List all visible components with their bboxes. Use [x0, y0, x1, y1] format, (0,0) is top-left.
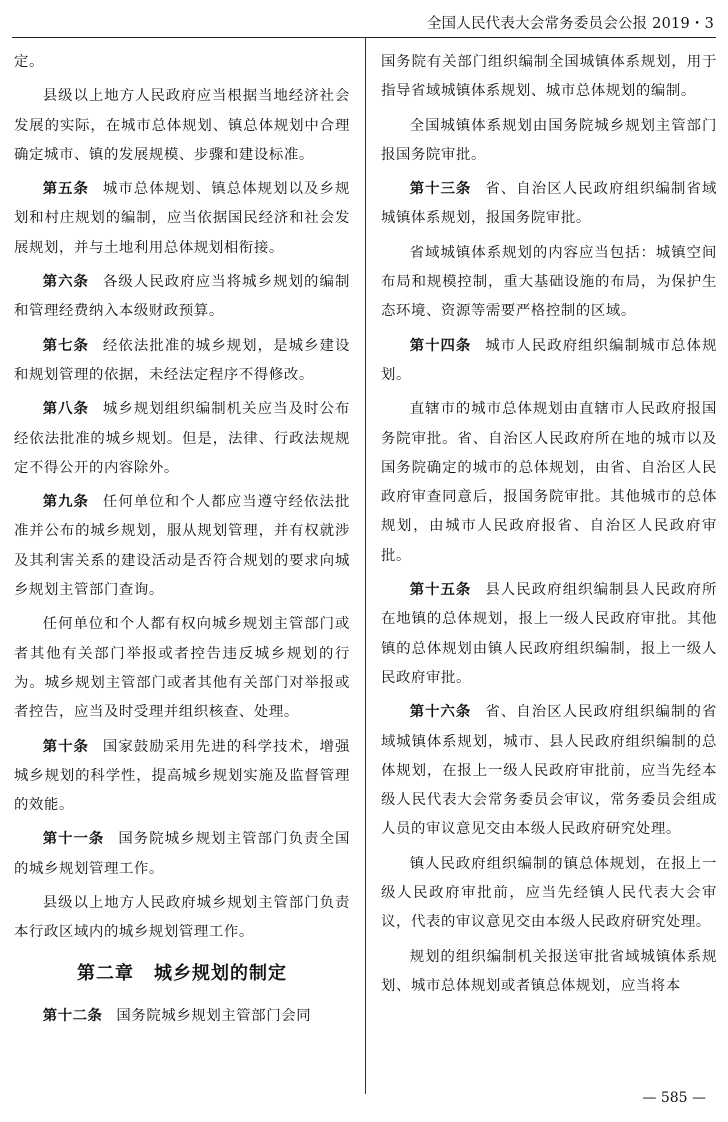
- page-number: — 585 —: [642, 1090, 706, 1106]
- article-paragraph: [381, 576, 717, 693]
- paragraph-text: 国务院城乡规划主管部门负责全国的城乡规划管理工作。: [14, 831, 350, 877]
- paragraph-text: 各级人民政府应当将城乡规划的编制和管理经费纳入本级财政预算。: [14, 274, 350, 320]
- article-paragraph: [14, 395, 350, 483]
- paragraph-text: 经依法批准的城乡规划，是城乡建设和规划管理的依据，未经法定程序不得修改。: [14, 337, 350, 383]
- article-paragraph: [381, 175, 717, 234]
- chapter-number: 第二章: [77, 962, 134, 984]
- chapter-title: 城乡规划的制定: [154, 962, 287, 984]
- article-number: 第七条: [42, 337, 89, 354]
- article-paragraph: [14, 332, 350, 391]
- paragraph-text: 镇人民政府组织编制的镇总体规划，在报上一级人民政府审批前，应当先经镇人民代表大会审议，代表的审议意见交由本级人民政府研究处理。: [381, 855, 717, 931]
- paragraph-text: 县级以上地方人民政府城乡规划主管部门负责本行政区域内的城乡规划管理工作。: [14, 895, 350, 941]
- article-number: 第八条: [42, 401, 89, 418]
- paragraph-text: 规划的组织编制机关报送审批省域城镇体系规划、城市总体规划或者镇总体规划，应当将本: [381, 948, 717, 994]
- left-column: [14, 48, 350, 1036]
- article-paragraph: [14, 268, 350, 327]
- page-header: [0, 0, 728, 37]
- paragraph-text: 国家鼓励采用先进的科学技术，增强城乡规划的科学性，提高城乡规划实施及监督管理的效能。: [14, 738, 350, 814]
- paragraph-text: 省、自治区人民政府组织编制的省域城镇体系规划，城市、县人民政府组织编制的总体规划，在报上一级人民政府审批前，应当先经本级人民代表大会常务委员会审议，常务委员会组成人员的审议意见交由本级人民政府研究处理。: [381, 704, 717, 838]
- body-paragraph: [14, 82, 350, 170]
- paragraph-text: 省域城镇体系规划的内容应当包括：城镇空间布局和规模控制，重大基础设施的布局，为保护生态环境、资源等需要严格控制的区域。: [381, 244, 717, 320]
- article-paragraph: [381, 332, 717, 391]
- article-number: 第六条: [42, 274, 89, 291]
- article-paragraph: [14, 825, 350, 884]
- paragraph-text: 城市总体规划、镇总体规划以及乡规划和村庄规划的编制，应当依据国民经济和社会发展规划，并与土地利用总体规划相衔接。: [14, 181, 350, 256]
- paragraph-text: 任何单位和个人都有权向城乡规划主管部门或者其他有关部门举报或者控告违反城乡规划的行为。城乡规划主管部门或者其他有关部门对举报或者控告，应当及时受理并组织核查、处理。: [14, 616, 350, 721]
- journal-title: 全国人民代表大会常务委员会公报 2019・3: [426, 16, 714, 32]
- header-rule: [12, 37, 716, 38]
- article-number: 第十四条: [409, 337, 472, 354]
- article-number: 第九条: [42, 494, 89, 511]
- paragraph-text: 定。: [14, 54, 44, 70]
- paragraph-text: 城乡规划组织编制机关应当及时公布经依法批准的城乡规划。但是，法律、行政法规规定不得公开的内容除外。: [14, 401, 350, 476]
- right-column: [381, 48, 717, 1006]
- body-paragraph: [381, 395, 717, 571]
- body-paragraph: [14, 889, 350, 948]
- paragraph-text: 省、自治区人民政府组织编制省域城镇体系规划，报国务院审批。: [381, 181, 717, 227]
- article-paragraph: [14, 488, 350, 605]
- article-paragraph: [381, 698, 717, 844]
- body-paragraph: [381, 850, 717, 938]
- article-number: 第十二条: [42, 1007, 103, 1024]
- article-number: 第五条: [42, 181, 89, 198]
- article-number: 第十五条: [409, 582, 472, 599]
- body-paragraph: [14, 610, 350, 727]
- article-paragraph: [14, 1002, 350, 1031]
- body-paragraph: [381, 112, 717, 171]
- article-number: 第十三条: [409, 181, 472, 198]
- chapter-heading: [14, 954, 350, 994]
- body-paragraph: [381, 943, 717, 1002]
- paragraph-text: 国务院有关部门组织编制全国城镇体系规划，用于指导省域城镇体系规划、城市总体规划的编制。: [381, 54, 717, 100]
- body-paragraph: [381, 239, 717, 327]
- article-number: 第十一条: [42, 831, 105, 848]
- paragraph-text: 城市人民政府组织编制城市总体规划。: [381, 337, 717, 383]
- paragraph-text: 国务院城乡规划主管部门会同: [116, 1007, 312, 1024]
- paragraph-text: 县级以上地方人民政府应当根据当地经济社会发展的实际，在城市总体规划、镇总体规划中合理确定城市、镇的发展规模、步骤和建设标准。: [14, 88, 350, 163]
- paragraph-text: 任何单位和个人都应当遵守经依法批准并公布的城乡规划，服从规划管理，并有权就涉及其利害关系的建设活动是否符合规划的要求向城乡规划主管部门查询。: [14, 494, 350, 599]
- paragraph-text: 直辖市的城市总体规划由直辖市人民政府报国务院审批。省、自治区人民政府所在地的城市以及国务院确定的城市的总体规划，由省、自治区人民政府审查同意后，报国务院审批。其他城市的总体规划，由城市人民政府报省、自治区人民政府审批。: [381, 401, 717, 564]
- column-divider: [365, 38, 366, 1094]
- continued-paragraph: [381, 48, 717, 107]
- article-number: 第十六条: [409, 704, 472, 721]
- paragraph-text: 县人民政府组织编制县人民政府所在地镇的总体规划，报上一级人民政府审批。其他镇的总体规划由镇人民政府组织编制，报上一级人民政府审批。: [381, 582, 717, 686]
- article-paragraph: [14, 175, 350, 263]
- paragraph-text: 全国城镇体系规划由国务院城乡规划主管部门报国务院审批。: [381, 117, 717, 163]
- continued-paragraph: [14, 48, 350, 77]
- article-number: 第十条: [42, 738, 89, 755]
- article-paragraph: [14, 733, 350, 821]
